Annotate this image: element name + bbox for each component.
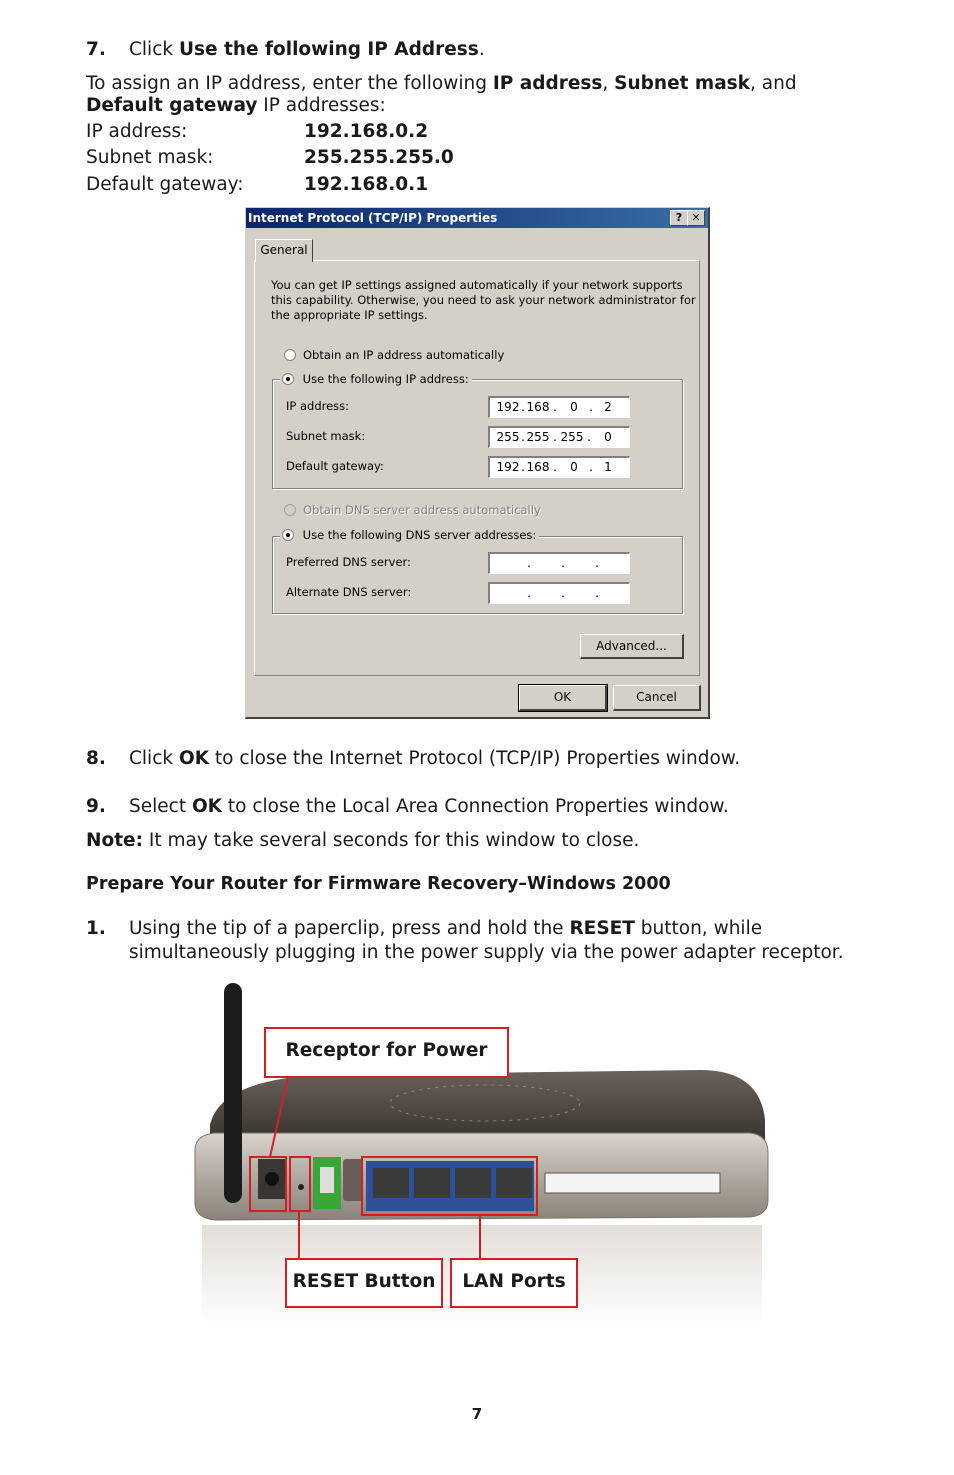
dialog-titlebar [246, 208, 708, 228]
radio-manual-ip-label: Use the following IP address: [302, 372, 469, 386]
assign-bold-gateway: Default gateway [86, 95, 258, 116]
step-8-text [129, 748, 740, 770]
setting-value: 192.168.0.1 [304, 174, 429, 195]
octet-dot: . [587, 430, 591, 444]
usb-port [320, 1167, 334, 1193]
octet-dot: . [553, 460, 557, 474]
step-7 [86, 39, 485, 61]
octet: 168 [526, 460, 550, 474]
step-7-prefix: Click [129, 39, 179, 60]
vent-slot [545, 1173, 720, 1193]
callout-power: Receptor for Power [264, 1027, 509, 1078]
octet-dot: . [521, 430, 525, 444]
step-1-line-1 [129, 918, 762, 940]
octet: 255 [526, 430, 550, 444]
ip-address-field[interactable] [488, 396, 630, 418]
lan-port [496, 1168, 532, 1198]
assign-text: , and [750, 73, 797, 94]
antenna [224, 983, 242, 1203]
step-1-text: Using the tip of a paperclip, press and hold the [129, 918, 570, 939]
step-1-bold: RESET [569, 918, 635, 939]
advanced-button[interactable]: Advanced... [580, 634, 684, 659]
radio-manual-dns-label: Use the following DNS server addresses: [302, 528, 537, 542]
setting-value: 192.168.0.2 [304, 121, 429, 142]
subnet-mask-label: Subnet mask: [286, 429, 366, 443]
assign-text: To assign an IP address, enter the following [86, 73, 493, 94]
assign-text: , [602, 73, 615, 94]
octet-dot: . [589, 460, 593, 474]
octet: 0 [570, 460, 578, 474]
octet: 0 [570, 400, 578, 414]
section-heading: Prepare Your Router for Firmware Recovery–Windows 2000 [86, 874, 671, 894]
octet-dot: . [553, 430, 557, 444]
octet: 2 [604, 400, 612, 414]
preferred-dns-label: Preferred DNS server: [286, 555, 411, 569]
setting-label: IP address: [86, 121, 188, 142]
assign-line-2 [86, 95, 386, 117]
preferred-dns-field[interactable] [488, 552, 630, 574]
alternate-dns-label: Alternate DNS server: [286, 585, 412, 599]
radio-auto-ip[interactable] [284, 349, 296, 361]
octet-dot: . [595, 586, 599, 600]
tcpip-properties-dialog [245, 207, 710, 719]
octet: 1 [604, 460, 612, 474]
dialog-title: Internet Protocol (TCP/IP) Properties [248, 211, 498, 225]
step-8-suffix: to close the Internet Protocol (TCP/IP) Properties window. [209, 748, 741, 769]
callout-reset: RESET Button [285, 1258, 443, 1308]
step-number: 8. [86, 748, 106, 769]
step-8-bold: OK [178, 748, 210, 769]
step-8-prefix: Click [129, 748, 179, 769]
ip-address-label: IP address: [286, 399, 350, 413]
radio-auto-dns-label: Obtain DNS server address automatically [303, 503, 541, 517]
octet: 255 [496, 430, 520, 444]
setting-label: Default gateway: [86, 174, 244, 195]
intro-text: this capability. Otherwise, you need to ask your network administrator for [271, 293, 696, 307]
lan-port [373, 1168, 409, 1198]
step-9 [86, 796, 729, 818]
power-jack-hole [265, 1172, 279, 1186]
step-7-text [129, 39, 485, 61]
reset-button-hole [298, 1184, 304, 1190]
octet-dot: . [521, 400, 525, 414]
intro-text: the appropriate IP settings. [271, 308, 428, 322]
octet: 0 [604, 430, 612, 444]
callout-lan: LAN Ports [450, 1258, 578, 1308]
assign-bold-mask: Subnet mask [614, 73, 750, 94]
assign-line-1 [86, 73, 797, 95]
octet: 255 [560, 430, 584, 444]
step-8 [86, 748, 741, 770]
octet-dot: . [527, 556, 531, 570]
octet-dot: . [589, 400, 593, 414]
step-1 [86, 918, 763, 940]
radio-manual-dns[interactable] [282, 529, 294, 541]
note-text: It may take several seconds for this window to close. [142, 830, 640, 851]
assign-bold-ip: IP address [492, 73, 603, 94]
note-label: Note: [86, 830, 143, 851]
intro-text: You can get IP settings assigned automatically if your network supports [271, 278, 683, 292]
tab-general[interactable]: General [255, 239, 313, 262]
octet: 168 [526, 400, 550, 414]
octet-dot: . [561, 586, 565, 600]
step-9-text [129, 796, 729, 818]
step-9-bold: OK [191, 796, 223, 817]
step-number: 7. [86, 39, 106, 60]
assign-text: IP addresses: [257, 95, 386, 116]
step-number: 9. [86, 796, 106, 817]
page-number: 7 [471, 1405, 483, 1423]
step-7-suffix: . [478, 39, 485, 60]
subnet-mask-field[interactable] [488, 426, 630, 448]
radio-manual-ip[interactable] [282, 373, 294, 385]
setting-label: Subnet mask: [86, 147, 214, 168]
octet-dot: . [521, 460, 525, 474]
octet-dot: . [595, 556, 599, 570]
close-icon[interactable]: ✕ [687, 210, 705, 226]
ok-button[interactable]: OK [519, 685, 607, 711]
alternate-dns-field[interactable] [488, 582, 630, 604]
radio-auto-ip-label: Obtain an IP address automatically [303, 348, 505, 362]
step-9-suffix: to close the Local Area Connection Properties window. [222, 796, 729, 817]
manual-dns-radio-wrap [280, 528, 539, 544]
step-number: 1. [86, 918, 106, 939]
radio-auto-dns[interactable] [284, 504, 296, 516]
lan-port [414, 1168, 450, 1198]
wan-port [343, 1159, 363, 1201]
default-gateway-field[interactable] [488, 456, 630, 478]
cancel-button[interactable]: Cancel [613, 685, 701, 711]
lan-port [455, 1168, 491, 1198]
setting-value: 255.255.255.0 [304, 147, 454, 168]
step-9-prefix: Select [129, 796, 192, 817]
octet: 192 [496, 400, 520, 414]
manual-ip-radio-wrap [280, 372, 472, 388]
note [86, 830, 639, 852]
octet-dot: . [561, 556, 565, 570]
default-gateway-label: Default gateway: [286, 459, 384, 473]
step-1-line-2: simultaneously plugging in the power supply via the power adapter receptor. [129, 942, 844, 963]
octet-dot: . [527, 586, 531, 600]
step-7-bold: Use the following IP Address [178, 39, 479, 60]
help-button[interactable]: ? [670, 210, 688, 226]
octet-dot: . [553, 400, 557, 414]
step-1-text: button, while [634, 918, 763, 939]
octet: 192 [496, 460, 520, 474]
